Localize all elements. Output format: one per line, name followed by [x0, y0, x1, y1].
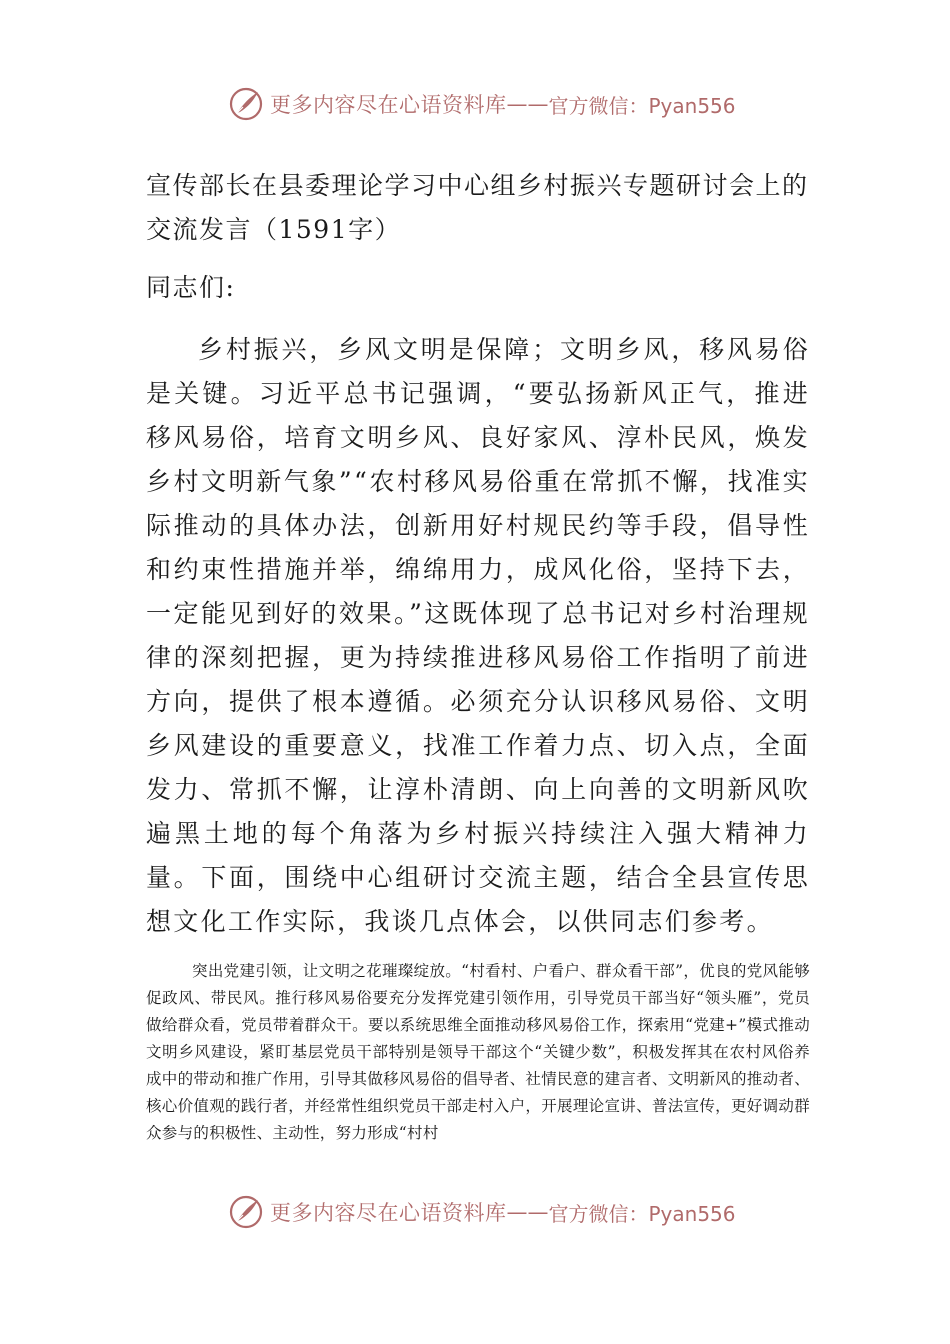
watermark-dash: ——: [506, 92, 549, 116]
watermark-wechat: 官方微信：Pyan556: [548, 1201, 736, 1226]
watermark-dash: ——: [506, 1200, 549, 1224]
quill-logo-icon: [228, 86, 264, 122]
footer-watermark: [228, 1192, 736, 1232]
document-title: 宣传部长在县委理论学习中心组乡村振兴专题研讨会上的交流发言（1591字）: [146, 171, 809, 244]
body-paragraph-party-building: 突出党建引领，让文明之花璀璨绽放。“村看村、户看户、群众看干部”，优良的党风能够促政风、带民风。推行移风易俗要充分发挥党建引领作用，引导党员干部当好“领头雁”，党员做给群众看，党员带着群众干。要以系统思维全面推动移风易俗工作，探索用“党建+”模式推动文明乡风建设，紧盯基层党员干部特别是领导干部这个“关键少数”，积极发挥其在农村风俗养成中的带动和推广作用，引导其做移风易俗的倡导者、社情民意的建言者、文明新风的推动者、核心价值观的践行者，并经常性组织党员干部走村入户，开展理论宣讲、普法宣传，更好调动群众参与的积极性、主动性，努力形成“村村: [146, 962, 810, 1142]
body-paragraph-intro: 乡村振兴，乡风文明是保障；文明乡风，移风易俗是关键。习近平总书记强调，“要弘扬新风正气，推进移风易俗，培育文明乡风、良好家风、淳朴民风，焕发乡村文明新气象”“农村移风易俗重在常抓不懈，找准实际推动的具体办法，创新用好村规民约等手段，倡导性和约束性措施并举，绵绵用力，成风化俗，坚持下去，一定能见到好的效果。”这既体现了总书记对乡村治理规律的深刻把握，更为持续推进移风易俗工作指明了前进方向，提供了根本遵循。必须充分认识移风易俗、文明乡风建设的重要意义，找准工作着力点、切入点，全面发力、常抓不懈，让淳朴清朗、向上向善的文明新风吹遍黑土地的每个角落为乡村振兴持续注入强大精神力量。下面，围绕中心组研讨交流主题，结合全县宣传思想文化工作实际，我谈几点体会，以供同志们参考。: [146, 335, 810, 936]
header-watermark: [228, 84, 736, 124]
watermark-text: 更多内容尽在心语资料库: [270, 1201, 507, 1225]
watermark-text: 更多内容尽在心语资料库: [270, 93, 507, 117]
greeting: 同志们:: [146, 273, 236, 302]
watermark-wechat: 官方微信：Pyan556: [548, 93, 736, 118]
quill-logo-icon: [228, 1194, 264, 1230]
